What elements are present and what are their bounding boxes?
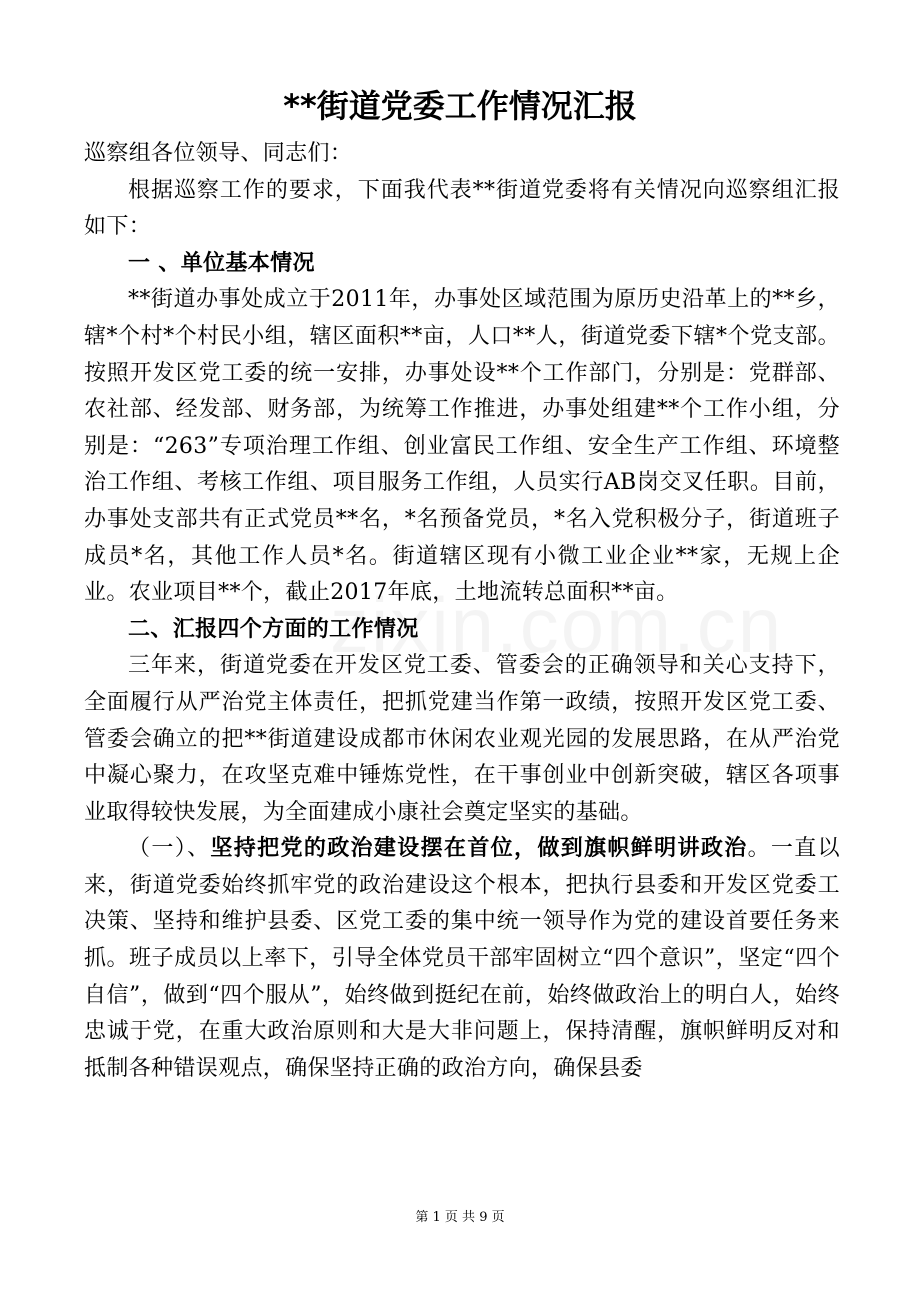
salutation: 巡察组各位领导、同志们： (84, 141, 353, 166)
item-paragraph-political-building (84, 831, 840, 1087)
document-title: **街道党委工作情况汇报 (283, 87, 637, 125)
item-lead-bold: 坚持把党的政治建设摆在首位，做到旗帜鲜明讲政治 (210, 836, 748, 862)
watermark-logo (330, 580, 783, 671)
item-body: 。一直以来，街道党委始终抓牢党的政治建设这个根本，把执行县委和开发区党委工决策、坚持和维护县委、区党工委的集中统一领导作为党的建设首要任务来抓。班子成员以上率下，引导全体党员干部牢固树立“四个意识”，坚定“四个自信”，做到“四个服从”，始终做到挺纪在前，始终做政治上的明白人，始终忠诚于党，在重大政治原则和大是大非问题上，保持清醒，旗帜鲜明反对和抵制各种错误观点，确保坚持正确的政治方向，确保县委 (84, 836, 840, 1081)
page-footer: 第 1 页 共 9 页 (415, 1210, 505, 1225)
intro-paragraph: 根据巡察工作的要求，下面我代表**街道党委将有关情况向巡察组汇报如下： (84, 177, 840, 240)
item-prefix: （一）、 (128, 836, 211, 862)
section-heading-basic-info: 一 、单位基本情况 (128, 250, 315, 276)
section-paragraph-basic-info: **街道办事处成立于2011年，办事处区域范围为原历史沿革上的**乡，辖*个村*个村民小组，辖区面积**亩，人口**人，街道党委下辖*个党支部。按照开发区党工委的统一安排，办事处设**个工作部门，分别是：党群部、农社部、经发部、财务部，为统筹工作推进，办事处组建**个工作小组，分别是：“263”专项治理工作组、创业富民工作组、安全生产工作组、环境整治工作组、考核工作组、项目服务工作组，人员实行AB岗交叉任职。目前，办事处支部共有正式党员**名，*名预备党员，*名入党积极分子，街道班子成员*名，其他工作人员*名。街道辖区现有小微工业企业**家，无规上企业。农业项目**个，截止2017年底，土地流转总面积**亩。 (84, 287, 840, 606)
section-heading-work-report: 二、汇报四个方面的工作情况 (128, 616, 419, 642)
section-paragraph-work-report: 三年来，街道党委在开发区党工委、管委会的正确领导和关心支持下，全面履行从严治党主体责任，把抓党建当作第一政绩，按照开发区党工委、管委会确立的把**街道建设成都市休闲农业观光园的发展思路，在从严治党中凝心聚力，在攻坚克难中锤炼党性，在干事创业中创新突破，辖区各项事业取得较快发展，为全面建成小康社会奠定坚实的基础。 (84, 653, 840, 825)
